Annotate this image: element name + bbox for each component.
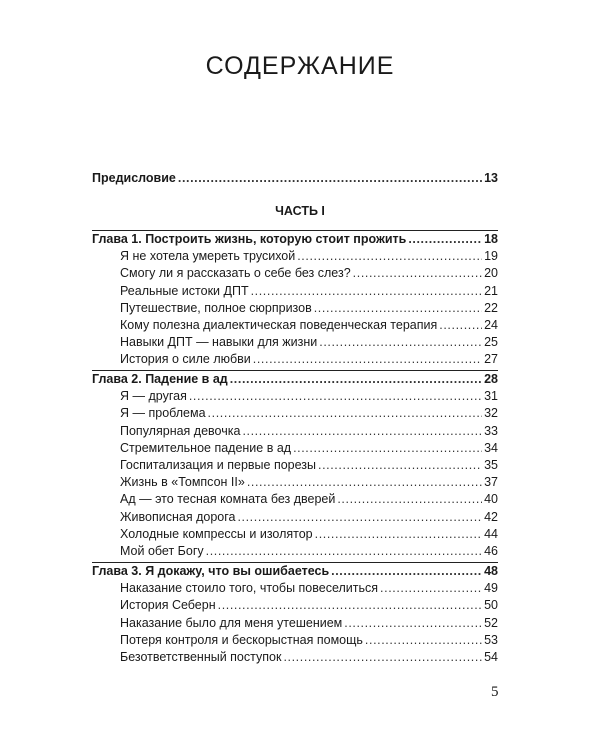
toc-entry (92, 423, 498, 440)
entry-label: Я — проблема (120, 406, 206, 421)
entry-page: 52 (484, 615, 498, 630)
dot-leader (380, 580, 482, 597)
entry-page: 53 (484, 632, 498, 647)
dot-leader (206, 543, 482, 560)
entry-label: Навыки ДПТ — навыки для жизни (120, 335, 318, 350)
toc-entry (92, 491, 498, 508)
entry-label: Стремительное падение в ад (120, 440, 292, 455)
entry-page: 35 (484, 457, 498, 472)
part-heading: ЧАСТЬ I (275, 204, 325, 218)
dot-leader (218, 597, 482, 614)
toc-entry (92, 283, 498, 300)
entry-label: Наказание стоило того, чтобы повеселиться (120, 581, 379, 596)
chapter-title-row (92, 563, 498, 580)
entry-label: Мой обет Богу (120, 543, 204, 558)
dot-leader (439, 317, 482, 334)
entry-label: Я не хотела умереть трусихой (120, 249, 296, 264)
toc-entry (92, 334, 498, 351)
toc-entry (92, 440, 498, 457)
dot-leader (189, 388, 482, 405)
entry-label: Безответственный поступок (120, 649, 282, 664)
entry-label: Наказание было для меня утешением (120, 615, 343, 630)
entry-page: 37 (484, 475, 498, 490)
chapter-1 (92, 230, 498, 369)
dot-leader (242, 423, 482, 440)
toc-entry (92, 597, 498, 614)
dot-leader (251, 283, 482, 300)
toc-entry (92, 405, 498, 422)
chapter-page: 48 (484, 564, 498, 578)
entry-page: 42 (484, 509, 498, 524)
entry-page: 27 (484, 352, 498, 367)
entry-label: Смогу ли я рассказать о себе без слез? (120, 266, 351, 281)
dot-leader (318, 457, 482, 474)
chapter-3 (92, 562, 498, 666)
entry-label: История Себерн (120, 598, 216, 613)
toc-entry (92, 632, 498, 649)
entry-label: Реальные истоки ДПТ (120, 283, 249, 298)
chapter-page: 18 (484, 232, 498, 246)
toc-entry (92, 265, 498, 282)
toc-entry (92, 543, 498, 560)
chapter-title: Глава 1. Построить жизнь, которую стоит прожить (92, 232, 407, 246)
dot-leader (365, 632, 482, 649)
chapter-title: Глава 2. Падение в ад (92, 372, 228, 386)
dot-leader (178, 171, 482, 185)
dot-leader (283, 649, 482, 666)
dot-leader (331, 563, 482, 580)
toc-entry (92, 474, 498, 491)
entry-page: 25 (484, 335, 498, 350)
entry-label: История о силе любви (120, 352, 251, 367)
toc-entry (92, 526, 498, 543)
toc-preface (92, 171, 498, 185)
dot-leader (353, 265, 482, 282)
page-number: 5 (491, 684, 499, 700)
entry-label: Ад — это тесная комната без дверей (120, 492, 336, 507)
entry-page: 50 (484, 598, 498, 613)
entry-page: 33 (484, 423, 498, 438)
entry-label: Холодные компрессы и изолятор (120, 526, 313, 541)
entry-page: 46 (484, 543, 498, 558)
chapter-2 (92, 370, 498, 560)
dot-leader (247, 474, 482, 491)
dot-leader (253, 351, 482, 368)
entry-label: Госпитализация и первые порезы (120, 457, 317, 472)
entry-page: 32 (484, 406, 498, 421)
toc-entry (92, 649, 498, 666)
entry-page: 21 (484, 283, 498, 298)
entry-label: Я — другая (120, 389, 187, 404)
dot-leader (315, 526, 482, 543)
entry-label: Живописная дорога (120, 509, 236, 524)
dot-leader (314, 300, 482, 317)
chapter-page: 28 (484, 372, 498, 386)
toc-entry (92, 351, 498, 368)
toc-entry (92, 615, 498, 632)
entry-label: Потеря контроля и бескорыстная помощь (120, 632, 363, 647)
toc-entry (92, 457, 498, 474)
entry-page: 22 (484, 300, 498, 315)
dot-leader (408, 231, 482, 248)
preface-page: 13 (484, 171, 498, 185)
chapter-title-row (92, 231, 498, 248)
dot-leader (337, 491, 482, 508)
chapter-title: Глава 3. Я докажу, что вы ошибаетесь (92, 564, 330, 578)
dot-leader (344, 615, 482, 632)
toc-entry (92, 580, 498, 597)
entry-label: Жизнь в «Томпсон II» (120, 475, 245, 490)
entry-label: Путешествие, полное сюрпризов (120, 300, 312, 315)
dot-leader (297, 248, 482, 265)
dot-leader (293, 440, 482, 457)
toc-entry (92, 509, 498, 526)
entry-page: 44 (484, 526, 498, 541)
page-title: СОДЕРЖАНИЕ (205, 52, 395, 80)
entry-page: 54 (484, 649, 498, 664)
entry-page: 34 (484, 440, 498, 455)
dot-leader (230, 371, 482, 388)
entry-page: 24 (484, 317, 498, 332)
entry-page: 31 (484, 389, 498, 404)
toc-entry (92, 248, 498, 265)
entry-label: Кому полезна диалектическая поведенческая терапия (120, 317, 438, 332)
dot-leader (319, 334, 482, 351)
preface-label: Предисловие (92, 171, 176, 185)
entry-page: 49 (484, 581, 498, 596)
toc-entry (92, 300, 498, 317)
toc-entry (92, 388, 498, 405)
entry-label: Популярная девочка (120, 423, 241, 438)
entry-page: 40 (484, 492, 498, 507)
dot-leader (237, 509, 482, 526)
chapter-title-row (92, 371, 498, 388)
dot-leader (208, 405, 482, 422)
entry-page: 20 (484, 266, 498, 281)
entry-page: 19 (484, 249, 498, 264)
toc-entry (92, 317, 498, 334)
